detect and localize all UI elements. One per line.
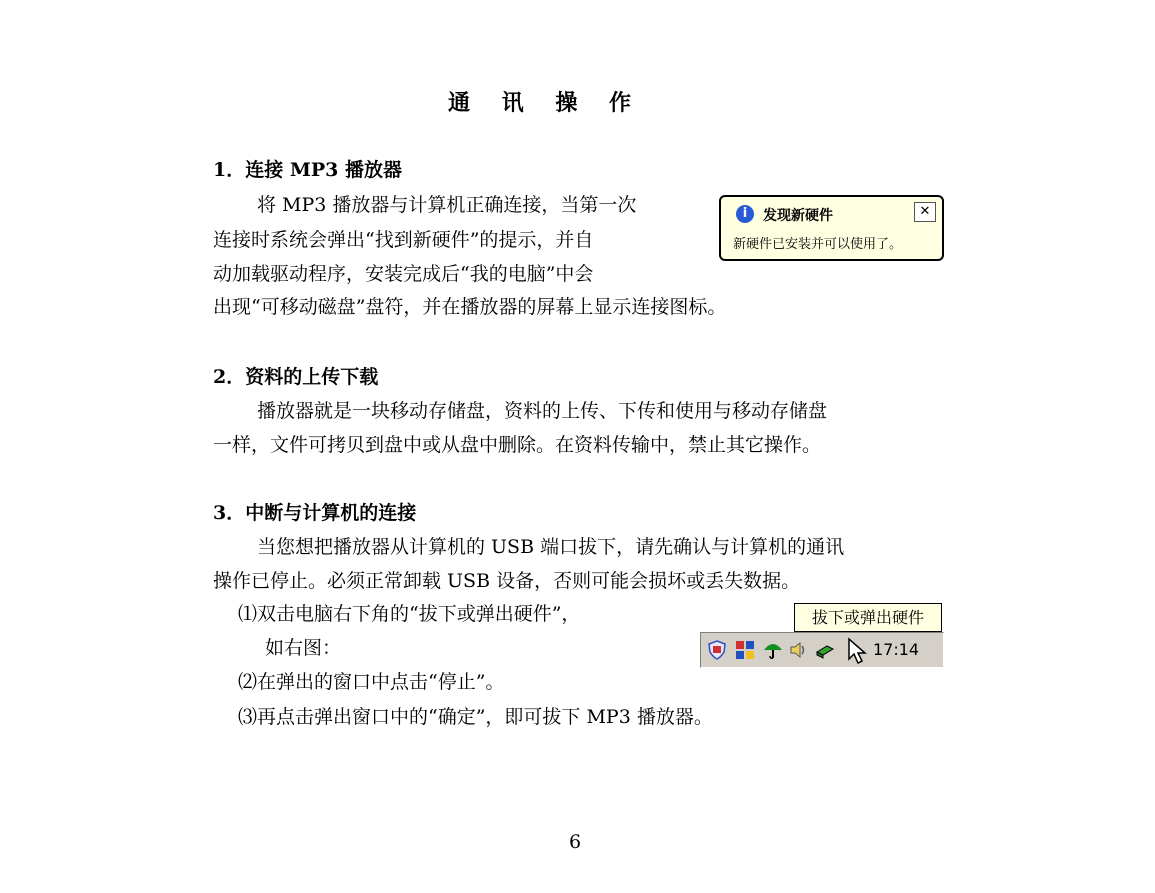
section-1-heading: 1．连接 MP3 播放器: [213, 159, 402, 181]
new-hardware-balloon: [719, 195, 944, 261]
usb-hardware-icon[interactable]: [815, 640, 835, 660]
system-tray: [700, 632, 944, 668]
shield-icon[interactable]: [707, 640, 727, 660]
section-1-line-2: 连接时系统会弹出“找到新硬件”的提示，并自: [213, 229, 594, 251]
section-1-line-3: 动加载驱动程序，安装完成后“我的电脑”中会: [213, 263, 594, 285]
speaker-icon[interactable]: [789, 640, 809, 660]
section-3-step-3: ⑶再点击弹出窗口中的“确定”，即可拔下 MP3 播放器。: [238, 706, 713, 728]
balloon-title: 发现新硬件: [763, 208, 833, 224]
balloon-message: 新硬件已安装并可以使用了。: [733, 237, 903, 252]
section-1-line-1: 将 MP3 播放器与计算机正确连接，当第一次: [257, 194, 637, 216]
section-2-line-1: 播放器就是一块移动存储盘，资料的上传、下传和使用与移动存储盘: [257, 400, 828, 422]
section-2-heading: 2．资料的上传下载: [213, 366, 379, 388]
page-title: 通 讯 操 作: [448, 90, 643, 116]
section-1-line-4: 出现“可移动磁盘”盘符，并在播放器的屏幕上显示连接图标。: [213, 296, 727, 318]
umbrella-icon[interactable]: [763, 640, 783, 660]
balloon-close-button[interactable]: ✕: [914, 202, 936, 222]
section-3-line-1: 当您想把播放器从计算机的 USB 端口拔下，请先确认与计算机的通讯: [257, 536, 845, 558]
section-3-line-2: 操作已停止。必须正常卸载 USB 设备，否则可能会损坏或丢失数据。: [213, 570, 801, 592]
section-3-step-1: ⑴双击电脑右下角的“拔下或弹出硬件”，: [238, 603, 581, 625]
unplug-hardware-tooltip: 拔下或弹出硬件: [794, 603, 942, 632]
section-3-step-2: ⑵在弹出的窗口中点击“停止”。: [238, 671, 505, 693]
section-2-line-2: 一样，文件可拷贝到盘中或从盘中删除。在资料传输中，禁止其它操作。: [213, 434, 822, 456]
clock-time[interactable]: 17:14: [873, 640, 920, 659]
page-number: 6: [569, 831, 582, 853]
section-3-heading: 3．中断与计算机的连接: [213, 502, 417, 524]
cursor-icon: [847, 637, 871, 665]
info-icon: i: [736, 205, 754, 223]
network-icon[interactable]: [735, 640, 755, 660]
section-3-step-1-note: 如右图：: [265, 637, 342, 659]
